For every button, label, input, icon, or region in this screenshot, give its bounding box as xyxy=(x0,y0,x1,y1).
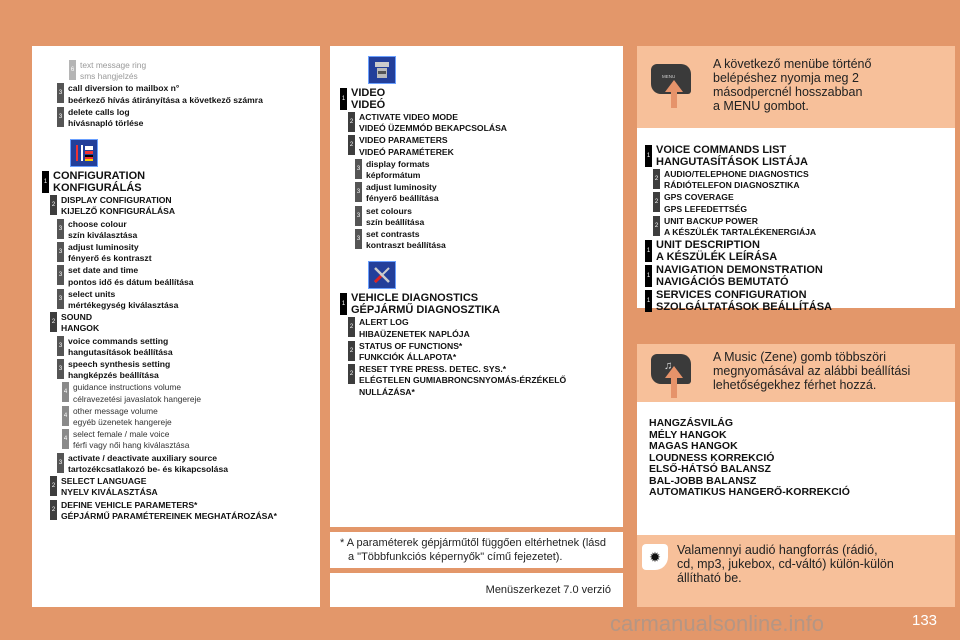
note-line: lehetőségekhez férhet hozzá. xyxy=(713,378,877,392)
menu-item-label: képformátum xyxy=(366,170,421,181)
menu-button-note xyxy=(637,46,955,128)
menu-item-level-3 xyxy=(57,219,277,241)
footnote-line: * A paraméterek gépjárműtől függően eltérhetnek (lásd xyxy=(340,537,606,549)
tip-line: Valamennyi audió hangforrás (rádió, xyxy=(677,543,878,557)
menu-item-label: activate / deactivate auxiliary source xyxy=(68,452,218,463)
menu-item-label: fényerő beállítása xyxy=(366,193,439,204)
music-setting-item: ELSŐ-HÁTSÓ BALANSZ xyxy=(649,463,771,475)
menu-item-label: ALERT LOG xyxy=(359,317,409,328)
menu-item-label: set date and time xyxy=(68,265,139,276)
music-note-icon: ♫ xyxy=(664,360,673,372)
menu-item-level-1 xyxy=(42,171,277,194)
menu-item-label: speech synthesis setting xyxy=(68,359,171,370)
level-badge: 3 xyxy=(57,242,64,262)
menu-item-label: mértékegység kiválasztása xyxy=(68,300,179,311)
menu-item-label: pontos idő és dátum beállítása xyxy=(68,276,194,287)
version-label: Menüszerkezet 7.0 verzió xyxy=(485,584,611,596)
menu-item-level-1 xyxy=(645,240,832,263)
menu-item-level-3 xyxy=(57,289,277,311)
right-panel xyxy=(637,128,955,313)
level-badge: 4 xyxy=(62,406,69,426)
menu-item-label: FUNKCIÓK ÁLLAPOTA* xyxy=(359,352,457,363)
menu-item-level-4 xyxy=(62,382,277,404)
up-arrow-icon xyxy=(665,80,683,92)
menu-item-label: AUDIO/TELEPHONE DIAGNOSTICS xyxy=(664,169,809,179)
menu-item-label: guidance instructions volume xyxy=(73,382,182,393)
music-setting-item: BAL-JOBB BALANSZ xyxy=(649,474,757,487)
menu-item-label: SELECT LANGUAGE xyxy=(61,476,147,487)
menu-item-label: other message volume xyxy=(73,405,158,416)
menu-item-label: KIJELZŐ KONFIGURÁLÁSA xyxy=(61,206,176,217)
menu-item-label: NAVIGATION DEMONSTRATION xyxy=(656,264,823,277)
menu-item-label: szín kiválasztása xyxy=(68,229,138,240)
menu-item-level-6 xyxy=(69,60,277,82)
level-badge: 4 xyxy=(62,382,69,402)
menu-item-label: display formats xyxy=(366,158,430,169)
level-badge: 3 xyxy=(57,107,64,127)
music-setting-item: MÉLY HANGOK xyxy=(649,428,727,441)
menu-item-label: HANGUTASÍTÁSOK LISTÁJA xyxy=(656,155,808,168)
menu-item-level-1 xyxy=(645,145,832,168)
menu-item-level-1 xyxy=(645,290,832,313)
level-badge: 1 xyxy=(645,145,652,167)
level-badge: 2 xyxy=(50,500,57,520)
menu-item-label: SZOLGÁLTATÁSOK BEÁLLÍTÁSA xyxy=(656,300,832,313)
menu-item-level-3 xyxy=(355,229,566,251)
level-badge: 1 xyxy=(645,265,652,287)
level-badge: 2 xyxy=(348,317,355,337)
menu-item-label: hívásnapló törlése xyxy=(68,118,144,129)
menu-item-label: ACTIVATE VIDEO MODE xyxy=(359,112,458,122)
menu-item-level-2 xyxy=(653,216,832,238)
menu-item-label: férfi vagy női hang kiválasztása xyxy=(73,440,190,451)
menu-item-level-2 xyxy=(653,169,832,191)
level-badge: 2 xyxy=(653,192,660,212)
menu-item-label: GPS LEFEDETTSÉG xyxy=(664,203,748,214)
menu-item-level-3 xyxy=(355,182,566,204)
menu-item-level-2 xyxy=(348,341,566,363)
menu-item-level-2 xyxy=(348,112,566,134)
tip-line: cd, mp3, jukebox, cd-váltó) külön-külön xyxy=(677,557,894,571)
watermark: carmanualsonline.info xyxy=(610,611,825,636)
up-arrow-icon xyxy=(665,366,683,378)
level-badge: 1 xyxy=(645,240,652,262)
tip-line: állítható be. xyxy=(677,571,742,585)
menu-item-label: UNIT DESCRIPTION xyxy=(656,239,760,252)
menu-item-label: SOUND xyxy=(61,312,93,323)
menu-item-level-3 xyxy=(57,265,277,287)
menu-item-label: hangképzés beállítása xyxy=(68,370,159,381)
level-badge: 2 xyxy=(50,195,57,215)
page-number: 133 xyxy=(912,612,938,629)
level-badge: 6 xyxy=(69,60,76,80)
level-badge: 3 xyxy=(57,336,64,356)
level-badge: 2 xyxy=(348,112,355,132)
menu-tree-left xyxy=(42,60,277,523)
menu-item-label: GÉPJÁRMŰ DIAGNOSZTIKA xyxy=(351,303,501,316)
level-badge: 2 xyxy=(348,341,355,361)
music-setting-item: MAGAS HANGOK xyxy=(649,440,738,452)
menu-item-label: A KÉSZÜLÉK TARTALÉKENERGIÁJA xyxy=(664,227,817,238)
menu-item-level-3 xyxy=(57,242,277,264)
menu-item-label: DEFINE VEHICLE PARAMETERS* xyxy=(61,499,198,510)
menu-item-label: ELÉGTELEN GUMIABRONCSNYOMÁS-ÉRZÉKELŐ xyxy=(359,375,567,386)
menu-item-level-3 xyxy=(57,107,277,129)
note-line: A Music (Zene) gomb többszöri xyxy=(713,350,886,364)
level-badge: 4 xyxy=(62,429,69,449)
menu-item-label: voice commands setting xyxy=(68,335,169,346)
menu-item-label: set colours xyxy=(366,205,412,216)
menu-tree-middle xyxy=(340,46,566,399)
menu-item-label: GÉPJÁRMŰ PARAMÉTEREINEK MEGHATÁROZÁSA* xyxy=(61,510,277,521)
menu-item-label: HANGOK xyxy=(61,323,100,334)
menu-item-level-2 xyxy=(50,500,277,522)
version-box xyxy=(330,573,623,607)
menu-item-level-2 xyxy=(348,135,566,157)
menu-item-label: egyéb üzenetek hangereje xyxy=(73,417,172,428)
menu-item-level-2 xyxy=(348,364,566,398)
menu-item-level-1 xyxy=(340,293,566,316)
menu-item-level-3 xyxy=(355,159,566,181)
menu-item-level-4 xyxy=(62,429,277,451)
music-settings-panel xyxy=(637,402,955,535)
menu-item-level-3 xyxy=(355,206,566,228)
menu-item-label: beérkező hívás átirányítása a következő számra xyxy=(68,94,263,105)
menu-item-label: VIDEÓ ÜZEMMÓD BEKAPCSOLÁSA xyxy=(359,123,508,134)
level-badge: 3 xyxy=(355,229,362,249)
menu-item-label: RESET TYRE PRESS. DETEC. SYS.* xyxy=(359,364,507,375)
note-line: A következő menübe történő xyxy=(713,57,872,71)
menu-item-label: VEHICLE DIAGNOSTICS xyxy=(351,292,479,305)
level-badge: 1 xyxy=(645,290,652,312)
menu-item-label: text message ring xyxy=(80,60,147,70)
menu-item-label: select units xyxy=(68,288,116,299)
menu-item-label: célravezetési javaslatok hangereje xyxy=(73,393,202,404)
menu-item-label: sms hangjelzés xyxy=(80,71,138,82)
menu-item-label: select female / male voice xyxy=(73,429,170,440)
menu-tree-right xyxy=(645,143,832,314)
menu-item-level-3 xyxy=(57,336,277,358)
menu-item-level-2 xyxy=(348,317,566,339)
video-icon xyxy=(368,56,396,84)
menu-item-label: KONFIGURÁLÁS xyxy=(53,181,142,194)
footnote-box xyxy=(330,532,623,568)
menu-item-label: VIDEÓ xyxy=(351,98,386,111)
configuration-icon xyxy=(70,139,98,167)
menu-item-label: UNIT BACKUP POWER xyxy=(664,215,758,226)
note-line: megnyomásával az alábbi beállítási xyxy=(713,364,911,378)
level-badge: 3 xyxy=(57,359,64,379)
note-line: a MENU gombot. xyxy=(713,99,809,113)
menu-item-level-2 xyxy=(50,476,277,498)
level-badge: 2 xyxy=(653,216,660,236)
menu-item-label: VIDEO xyxy=(351,87,386,99)
up-arrow-icon-stem xyxy=(671,378,677,398)
menu-item-label: fényerő és kontraszt xyxy=(68,253,152,264)
menu-button-label: MENU xyxy=(662,74,676,79)
level-badge: 2 xyxy=(50,476,57,496)
menu-item-level-4 xyxy=(62,406,277,428)
level-badge: 3 xyxy=(355,206,362,226)
menu-item-label: delete calls log xyxy=(68,106,130,117)
menu-item-label: A KÉSZÜLÉK LEÍRÁSA xyxy=(656,250,778,263)
menu-item-level-3 xyxy=(57,83,277,105)
menu-item-label: NYELV KIVÁLASZTÁSA xyxy=(61,487,158,498)
level-badge: 3 xyxy=(57,453,64,473)
footnote-line: a "Többfunkciós képernyők" című fejezetet). xyxy=(348,551,563,563)
menu-item-level-2 xyxy=(653,192,832,214)
music-setting-item: LOUDNESS KORREKCIÓ xyxy=(649,451,775,464)
music-setting-item: HANGZÁSVILÁG xyxy=(649,417,733,429)
menu-item-level-1 xyxy=(645,265,832,288)
menu-item-level-2 xyxy=(50,312,277,334)
menu-item-level-3 xyxy=(57,453,277,475)
tip-box xyxy=(637,535,955,607)
level-badge: 3 xyxy=(57,265,64,285)
level-badge: 3 xyxy=(57,289,64,309)
level-badge: 3 xyxy=(355,182,362,202)
menu-item-label: set contrasts xyxy=(366,229,420,240)
menu-item-label: tartozékcsatlakozó be- és kikapcsolása xyxy=(68,463,229,474)
menu-item-label: STATUS OF FUNCTIONS* xyxy=(359,340,463,351)
level-badge: 1 xyxy=(340,88,347,110)
level-badge: 1 xyxy=(340,293,347,315)
music-setting-item: AUTOMATIKUS HANGERŐ-KORREKCIÓ xyxy=(649,486,850,498)
menu-item-label: GPS COVERAGE xyxy=(664,192,734,203)
level-badge: 3 xyxy=(57,83,64,103)
level-badge: 1 xyxy=(42,171,49,193)
level-badge: 3 xyxy=(57,219,64,239)
level-badge: 2 xyxy=(50,312,57,332)
menu-item-label: NULLÁZÁSA* xyxy=(359,386,415,397)
middle-panel xyxy=(330,46,623,527)
menu-item-label: choose colour xyxy=(68,218,127,229)
lightbulb-icon: ✹ xyxy=(642,544,668,570)
menu-item-label: RÁDIÓTELEFON DIAGNOSZTIKA xyxy=(664,180,800,191)
menu-item-label: DISPLAY CONFIGURATION xyxy=(61,195,172,206)
menu-item-label: szín beállítása xyxy=(366,216,425,227)
level-badge: 2 xyxy=(653,169,660,189)
menu-item-label: hangutasítások beállítása xyxy=(68,346,173,357)
vehicle-diagnostics-icon xyxy=(368,261,396,289)
menu-item-label: VOICE COMMANDS LIST xyxy=(656,144,787,156)
menu-item-label: VIDEÓ PARAMÉTEREK xyxy=(359,146,454,157)
menu-item-label: NAVIGÁCIÓS BEMUTATÓ xyxy=(656,275,789,288)
note-line: másodpercnél hosszabban xyxy=(713,85,863,99)
menu-item-label: VIDEO PARAMETERS xyxy=(359,135,448,146)
level-badge: 2 xyxy=(348,135,355,155)
left-panel xyxy=(32,46,320,607)
menu-item-label: adjust luminosity xyxy=(68,242,139,253)
note-line: belépéshez nyomja meg 2 xyxy=(713,71,859,85)
menu-item-label: SERVICES CONFIGURATION xyxy=(656,289,807,302)
level-badge: 3 xyxy=(355,159,362,179)
menu-item-label: kontraszt beállítása xyxy=(366,240,446,251)
menu-item-label: CONFIGURATION xyxy=(53,170,146,183)
up-arrow-icon-stem xyxy=(671,92,677,108)
menu-item-label: call diversion to mailbox n° xyxy=(68,83,180,94)
menu-item-level-1 xyxy=(340,88,566,111)
menu-item-label: HIBAÜZENETEK NAPLÓJA xyxy=(359,328,470,339)
menu-item-level-3 xyxy=(57,359,277,381)
menu-item-label: adjust luminosity xyxy=(366,182,437,193)
level-badge: 2 xyxy=(348,364,355,384)
music-button-note xyxy=(637,344,955,402)
menu-item-level-2 xyxy=(50,195,277,217)
